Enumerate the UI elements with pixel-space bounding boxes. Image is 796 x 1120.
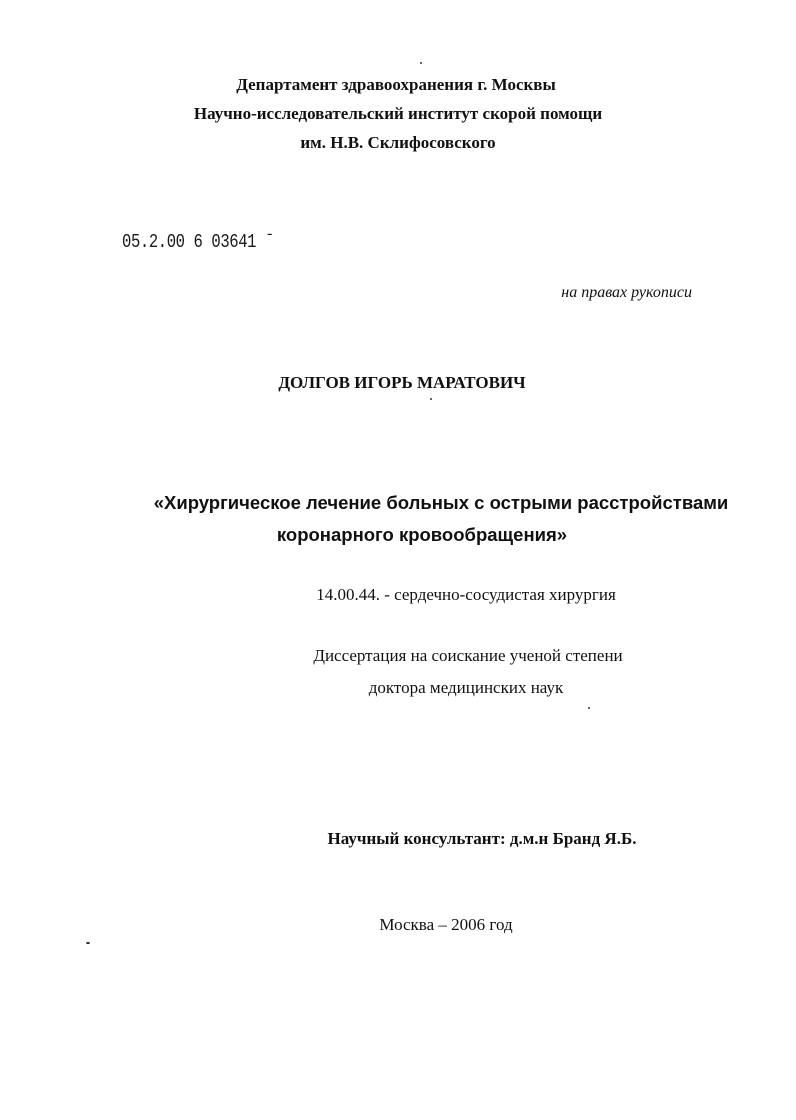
scientific-consultant: Научный консультант: д.м.н Бранд Я.Б.	[327, 829, 637, 848]
institution-department: Департамент здравоохранения г. Москвы	[236, 75, 556, 94]
degree-line-2: доктора медицинских наук	[368, 678, 564, 697]
institution-research-institute: Научно-исследовательский институт скорой помощи	[193, 104, 603, 123]
catalog-number-stamp: 05.2.00 6 03641 ˉ	[122, 231, 274, 253]
scan-speck	[588, 707, 590, 709]
degree-line-1: Диссертация на соискание ученой степени	[313, 646, 623, 665]
scan-speck	[86, 942, 90, 944]
scan-speck	[430, 398, 432, 400]
dissertation-title-line-2: коронарного кровообращения»	[276, 524, 568, 545]
dissertation-title-line-1: «Хирургическое лечение больных с острыми расстройствами	[153, 492, 729, 513]
specialty-code: 14.00.44. - сердечно-сосудистая хирургия	[316, 585, 616, 604]
scan-speck	[420, 62, 422, 64]
institution-named-after: им. Н.В. Склифосовского	[300, 133, 496, 152]
author-name: ДОЛГОВ ИГОРЬ МАРАТОВИЧ	[278, 373, 526, 392]
place-and-year: Москва – 2006 год	[379, 915, 513, 934]
manuscript-note: на правах рукописи	[561, 284, 692, 301]
